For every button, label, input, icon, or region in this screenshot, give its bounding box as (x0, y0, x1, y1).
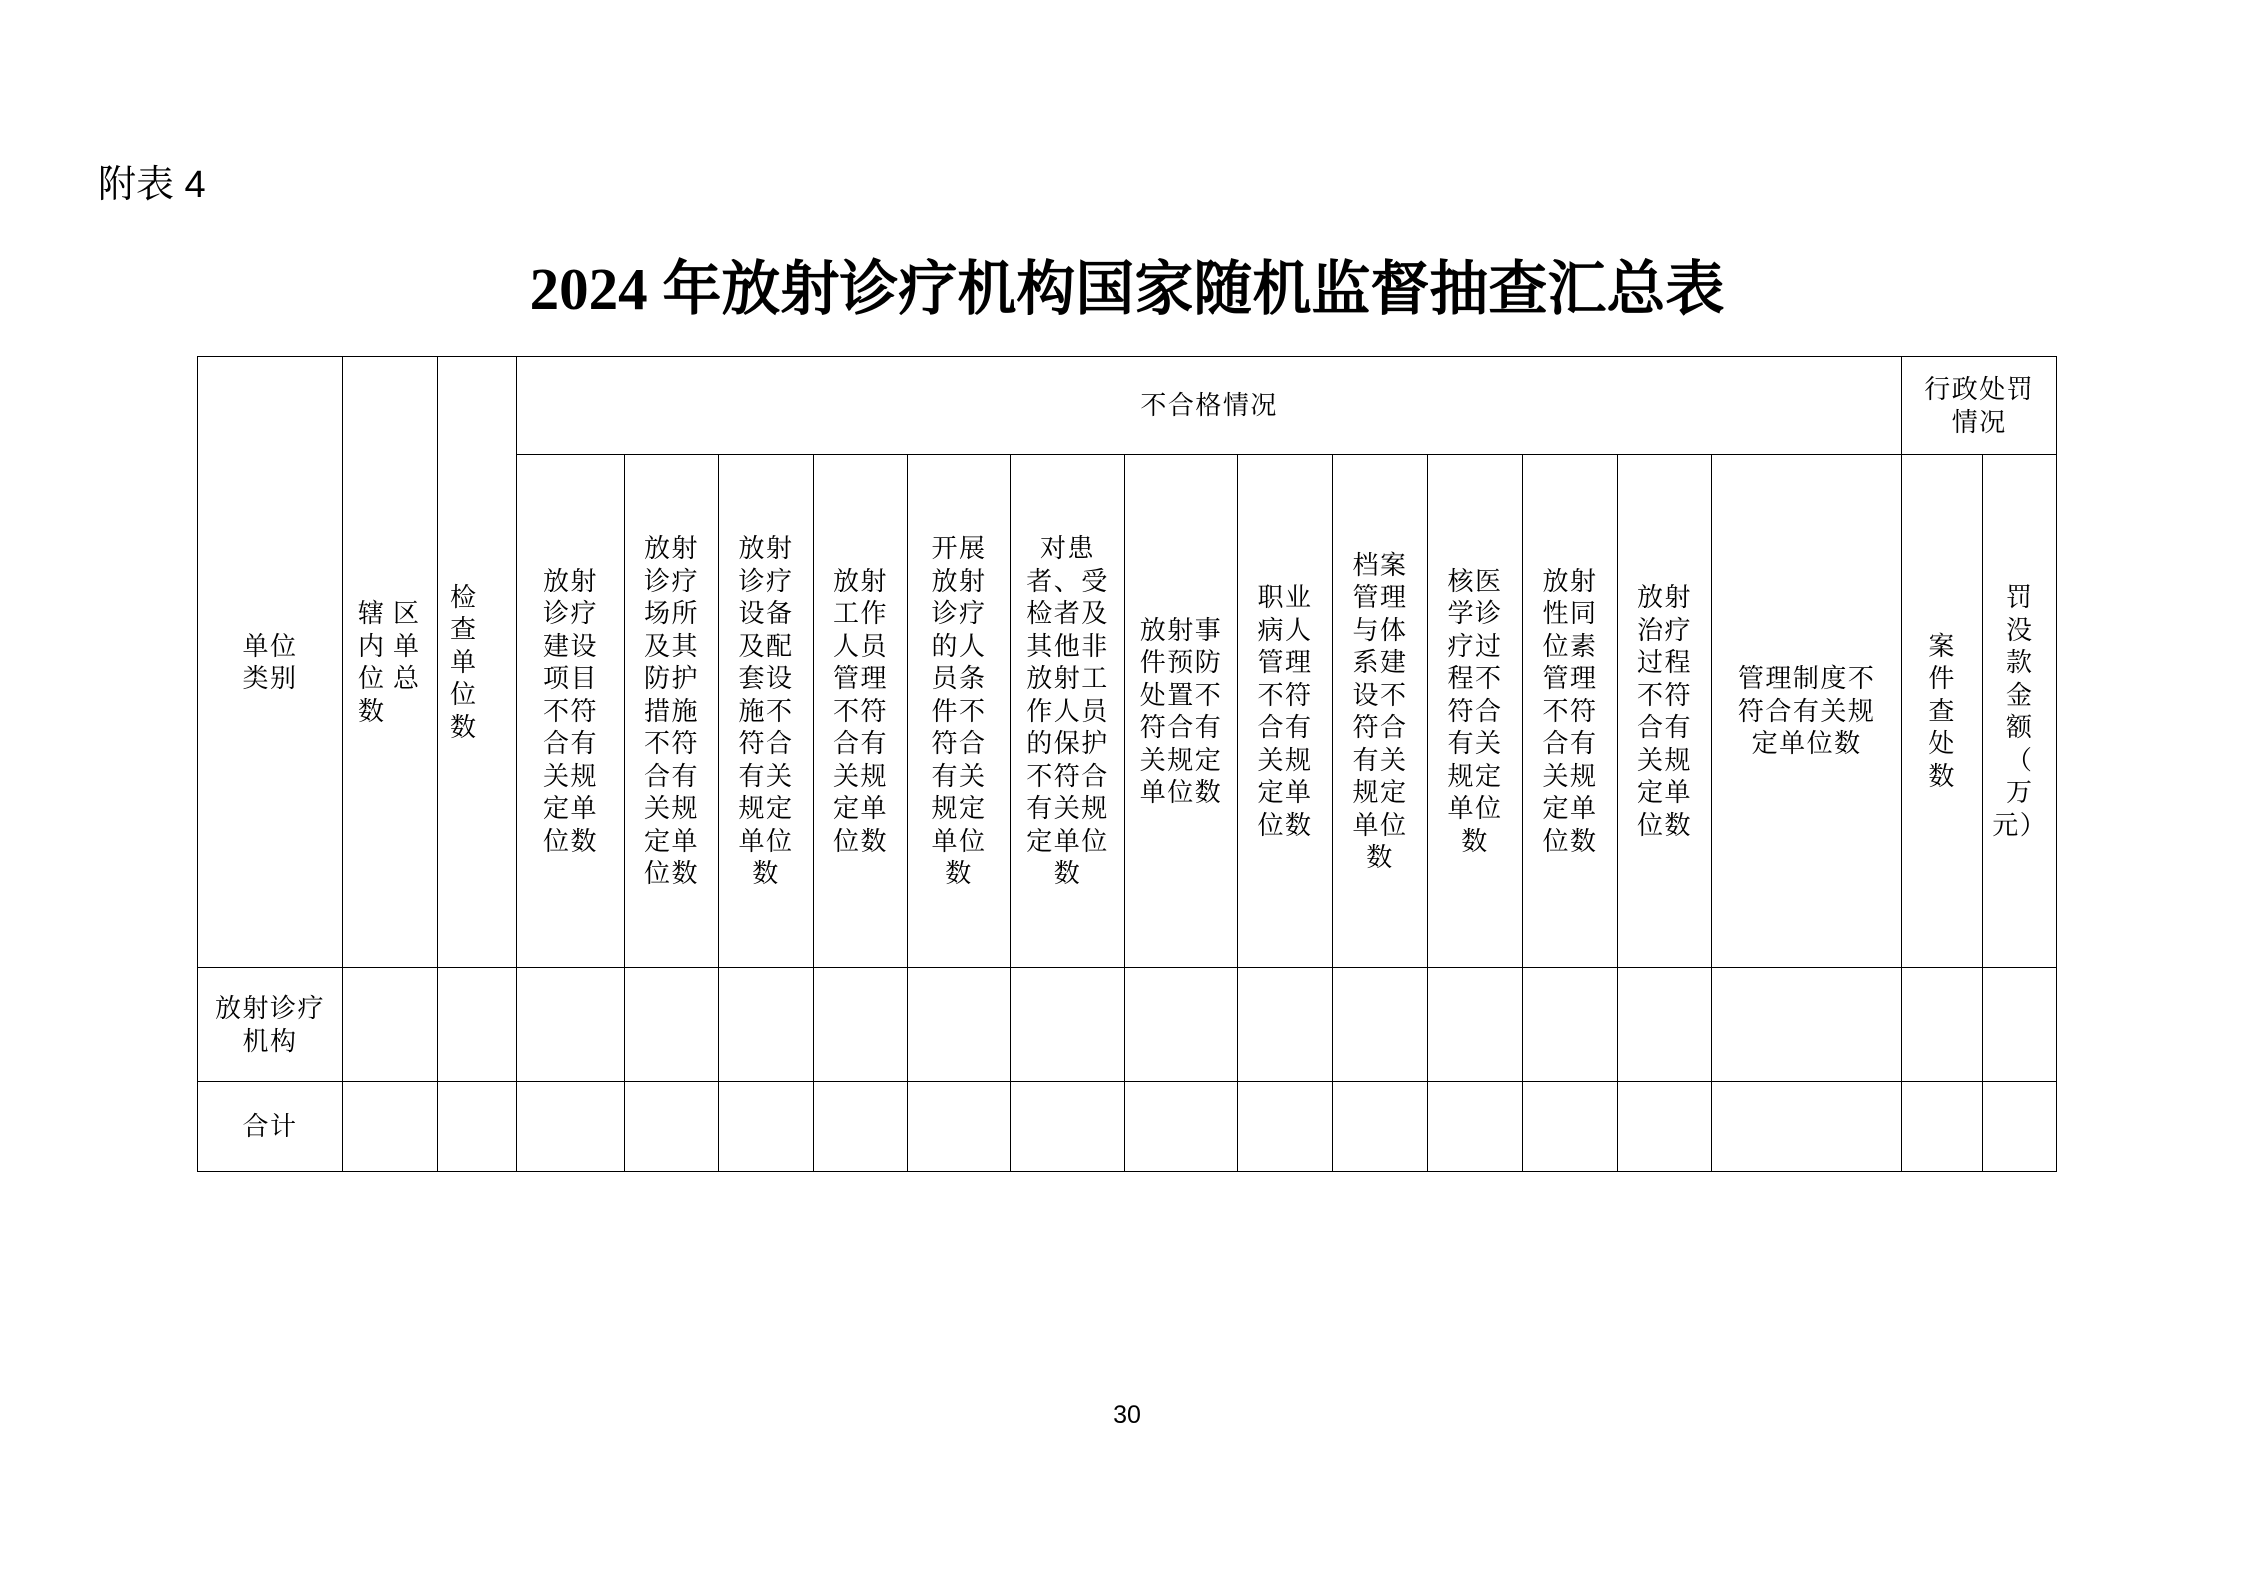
header-label: 放射事 件预防 处置不 符合有 关规定 单位数 (1139, 614, 1223, 807)
header-label: 放射 诊疗 建设 项目 不符 合有 关规 定单 位数 (542, 565, 598, 856)
table-cell (1011, 1082, 1125, 1172)
table-cell (517, 968, 625, 1082)
header-unit-category (198, 357, 343, 968)
header-radiotherapy-process-noncompliant (1618, 455, 1712, 968)
table-cell (1428, 968, 1523, 1082)
header-label: 案 件 查 处 数 (1928, 630, 1956, 791)
table-cell (517, 1082, 625, 1172)
table-cell (1238, 968, 1333, 1082)
table-cell (1333, 1082, 1428, 1172)
table-row-total (198, 1082, 2057, 1172)
header-radiation-staff-management-noncompliant (814, 455, 908, 968)
header-label: 检 查 单 位 数 (450, 581, 478, 742)
header-label: 放射 工作 人员 管理 不符 合有 关规 定单 位数 (832, 565, 888, 856)
table-cell (1712, 968, 1902, 1082)
page-number: 30 (1113, 1401, 1141, 1429)
table-cell (814, 1082, 908, 1172)
table-cell (625, 1082, 719, 1172)
header-administrative-penalty-group (1902, 357, 2057, 455)
header-label: 放射 诊疗 场所 及其 防护 措施 不符 合有 关规 定单 位数 (643, 533, 699, 889)
header-label: 职业 病人 管理 不符 合有 关规 定单 位数 (1257, 582, 1313, 840)
header-noncompliance-group (517, 357, 1902, 455)
table-cell (1902, 968, 1983, 1082)
header-label: 放射 诊疗 设备 及配 套设 施不 符合 有关 规定 单位 数 (738, 533, 794, 889)
header-premises-protection-noncompliant (625, 455, 719, 968)
header-nuclear-medicine-process-noncompliant (1428, 455, 1523, 968)
table-cell (343, 1082, 438, 1172)
row-label: 合计 (242, 1111, 298, 1142)
page-title: 2024 年放射诊疗机构国家随机监督抽查汇总表 (529, 256, 1725, 322)
row-label-cell (198, 1082, 343, 1172)
table-cell (1428, 1082, 1523, 1172)
header-occupational-patient-management-noncompliant (1238, 455, 1333, 968)
header-incident-prevention-noncompliant (1125, 455, 1238, 968)
header-cases-handled (1902, 455, 1983, 968)
header-group-label: 不合格情况 (1140, 390, 1278, 421)
table-cell (1618, 1082, 1712, 1172)
header-label: 放射 治疗 过程 不符 合有 关规 定单 位数 (1636, 582, 1692, 840)
table-cell (1902, 1082, 1983, 1172)
table-cell (1712, 1082, 1902, 1172)
header-management-rules-noncompliant (1712, 455, 1902, 968)
table-cell (1618, 968, 1712, 1082)
row-label: 放射诊疗 机构 (214, 993, 325, 1056)
header-row-groups (198, 357, 2057, 455)
table-cell (1983, 1082, 2057, 1172)
table-row (198, 968, 2057, 1082)
header-records-system-noncompliant (1333, 455, 1428, 968)
table-cell (719, 1082, 814, 1172)
table-cell (1125, 1082, 1238, 1172)
table-cell (1983, 968, 2057, 1082)
table-cell (1523, 968, 1618, 1082)
header-label: 罚 没 款 金 额 （ 万 元） (1992, 582, 2048, 840)
annex-label: 附表 4 (98, 164, 206, 206)
table-cell (908, 968, 1011, 1082)
header-radioisotope-management-noncompliant (1523, 455, 1618, 968)
header-fines-amount (1983, 455, 2057, 968)
table-cell (1523, 1082, 1618, 1172)
table-cell (625, 968, 719, 1082)
table-cell (343, 968, 438, 1082)
header-patient-protection-noncompliant (1011, 455, 1125, 968)
row-label-cell (198, 968, 343, 1082)
header-label: 管理制度不 符合有关规 定单位数 (1737, 663, 1876, 759)
table-cell (438, 1082, 517, 1172)
table-cell (814, 968, 908, 1082)
table-cell (1333, 968, 1428, 1082)
header-label: 对患 者、受 检者及 其他非 放射工 作人员 的保护 不符合 有关规 定单位 数 (1026, 533, 1109, 889)
table-cell (908, 1082, 1011, 1172)
header-practitioner-conditions-noncompliant (908, 455, 1011, 968)
header-inspected-units (438, 357, 517, 968)
table-cell (1238, 1082, 1333, 1172)
table-cell (1011, 968, 1125, 1082)
header-construction-project-noncompliant (517, 455, 625, 968)
table-cell (1125, 968, 1238, 1082)
header-group-label: 行政处罚 情况 (1924, 374, 2035, 437)
table-cell (438, 968, 517, 1082)
table-cell (719, 968, 814, 1082)
header-label: 单位 类别 (242, 630, 298, 693)
header-label: 放射 性同 位素 管理 不符 合有 关规 定单 位数 (1542, 565, 1598, 856)
summary-table (197, 356, 2057, 1172)
header-equipment-facilities-noncompliant (719, 455, 814, 968)
header-total-units-in-jurisdiction (343, 357, 438, 968)
header-label: 辖区 内单 位总 数 (358, 598, 429, 726)
header-label: 开展 放射 诊疗 的人 员条 件不 符合 有关 规定 单位 数 (931, 533, 987, 889)
header-label: 核医 学诊 疗过 程不 符合 有关 规定 单位 数 (1447, 565, 1503, 856)
header-label: 档案 管理 与体 系建 设不 符合 有关 规定 单位 数 (1352, 549, 1408, 872)
